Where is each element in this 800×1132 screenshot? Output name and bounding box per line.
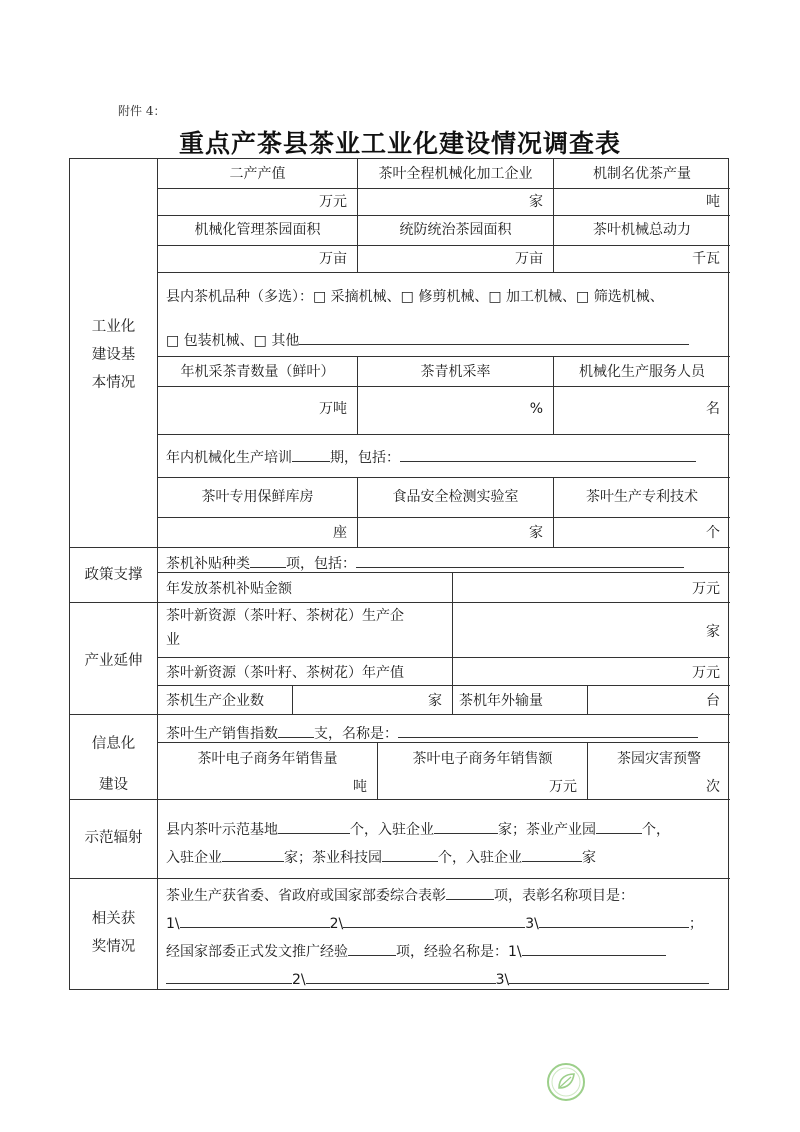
subsidy-count-field[interactable] xyxy=(250,552,286,568)
machine-varieties-line2: □ 包装机械、□ 其他 xyxy=(158,329,689,350)
header-cold-storage: 茶叶专用保鲜库房 xyxy=(201,489,314,505)
header-secondary-output: 二产产值 xyxy=(229,166,286,182)
machine-varieties-line1: 县内茶机品种（多选）：□ 采摘机械、□ 修剪机械、□ 加工机械、□ 筛选机械、 xyxy=(166,289,664,305)
survey-form xyxy=(69,158,729,990)
section-awards-label: 相关获 奖情况 xyxy=(91,911,136,955)
unit-jia: 家 xyxy=(529,194,543,210)
section-info-label: 信息化 建设 xyxy=(91,736,136,793)
awards-line4: 2\ 3\ xyxy=(158,968,709,989)
demo-base-enterprises-field[interactable] xyxy=(434,818,498,834)
unit-wanyuan: 万元 xyxy=(549,779,577,795)
demo-base-count-field[interactable] xyxy=(278,818,350,834)
header-patent-tech: 茶叶生产专利技术 xyxy=(586,489,698,505)
unit-wanyuan: 万元 xyxy=(692,665,720,681)
page-title: 重点产茶县茶业工业化建设情况调查表 xyxy=(178,129,621,158)
header-ecommerce-volume: 茶叶电子商务年销售量 xyxy=(197,751,338,767)
experience-name-1-cont-field[interactable] xyxy=(166,968,292,984)
tech-park-enterprises-field[interactable] xyxy=(522,846,582,862)
header-machine-picked-volume: 年机采茶青数量（鲜叶） xyxy=(180,364,335,380)
unit-jia: 家 xyxy=(529,525,543,541)
subsidy-line: 茶机补贴种类 项，包括： xyxy=(158,552,684,573)
subsidy-amount-label: 年发放茶机补贴金额 xyxy=(166,581,292,597)
award-count-field[interactable] xyxy=(446,884,494,900)
experience-name-2-field[interactable] xyxy=(306,968,496,984)
header-machine-tea-output: 机制名优茶产量 xyxy=(593,166,691,182)
header-machine-picking-rate: 茶青机采率 xyxy=(420,364,491,380)
other-varieties-field[interactable] xyxy=(299,329,689,345)
sales-index-count-field[interactable] xyxy=(278,722,314,738)
unit-zuo: 座 xyxy=(333,525,347,541)
new-resource-output-label: 茶叶新资源（茶叶籽、茶树花）年产值 xyxy=(166,665,404,681)
header-food-safety-lab: 食品安全检测实验室 xyxy=(392,489,519,505)
section-policy-label: 政策支撑 xyxy=(84,567,143,583)
leaf-seal-icon xyxy=(546,1062,586,1102)
section-extension-label: 产业延伸 xyxy=(84,653,143,669)
unit-jia: 家 xyxy=(706,624,720,640)
experience-name-1-field[interactable] xyxy=(522,940,666,956)
park-enterprises-field[interactable] xyxy=(222,846,284,862)
unit-dun: 吨 xyxy=(353,779,367,795)
award-name-2-field[interactable] xyxy=(343,912,525,928)
header-mechanized-processing-enterprises: 茶叶全程机械化加工企业 xyxy=(378,166,533,182)
unit-tai: 台 xyxy=(706,693,720,709)
unit-ci: 次 xyxy=(706,779,720,795)
unit-wanmu: 万亩 xyxy=(319,251,347,267)
award-name-1-field[interactable] xyxy=(180,912,330,928)
sales-index-line: 茶叶生产销售指数 支，名称是： xyxy=(158,722,698,743)
unit-jia: 家 xyxy=(428,693,442,709)
awards-line1: 茶业生产获省委、省政府或国家部委综合表彰 项，表彰名称项目是： xyxy=(158,884,634,905)
section-industrial-label: 工业化 建设基 本情况 xyxy=(91,319,136,391)
industrial-park-count-field[interactable] xyxy=(596,818,642,834)
experience-count-field[interactable] xyxy=(348,940,396,956)
training-content-field[interactable] xyxy=(400,446,696,462)
tech-park-count-field[interactable] xyxy=(382,846,438,862)
unit-wanmu: 万亩 xyxy=(515,251,543,267)
unit-percent: % xyxy=(529,401,543,417)
demo-line2: 入驻企业 家；茶业科技园 个，入驻企业 家 xyxy=(158,846,596,867)
sales-index-names-field[interactable] xyxy=(398,722,698,738)
header-ecommerce-revenue: 茶叶电子商务年销售额 xyxy=(412,751,553,767)
subsidy-types-field[interactable] xyxy=(356,552,684,568)
awards-line2: 1\ 2\ 3\ ； xyxy=(158,912,703,933)
machine-enterprises-label: 茶机生产企业数 xyxy=(166,693,264,709)
unit-ge: 个 xyxy=(706,525,720,541)
demo-line1: 县内茶叶示范基地 个，入驻企业 家；茶业产业园 个， xyxy=(158,818,670,839)
attachment-label: 附件 4： xyxy=(118,104,166,118)
award-name-3-field[interactable] xyxy=(539,912,689,928)
header-mechanized-garden-area: 机械化管理茶园面积 xyxy=(194,222,321,238)
training-line: 年内机械化生产培训 期，包括： xyxy=(158,446,696,467)
training-count-field[interactable] xyxy=(292,446,330,462)
new-resource-enterprises-label: 茶叶新资源（茶叶籽、茶树花）生产企 业 xyxy=(166,608,404,648)
unit-wanyuan: 万元 xyxy=(319,194,347,210)
unit-dun: 吨 xyxy=(706,194,720,210)
header-service-staff: 机械化生产服务人员 xyxy=(579,364,705,380)
unit-qianwa: 千瓦 xyxy=(692,251,720,267)
unit-ming: 名 xyxy=(706,401,720,417)
unit-wanyuan: 万元 xyxy=(692,581,720,597)
unit-wandun: 万吨 xyxy=(319,401,347,417)
section-demo-label: 示范辐射 xyxy=(84,830,143,846)
awards-line3: 经国家部委正式发文推广经验 项，经验名称是：1\ xyxy=(158,940,666,961)
experience-name-3-field[interactable] xyxy=(509,968,709,984)
header-disaster-warning: 茶园灾害预警 xyxy=(617,751,701,767)
header-pest-control-area: 统防统治茶园面积 xyxy=(399,222,512,238)
header-machine-power: 茶叶机械总动力 xyxy=(593,222,691,238)
machine-export-label: 茶机年外输量 xyxy=(459,693,543,709)
